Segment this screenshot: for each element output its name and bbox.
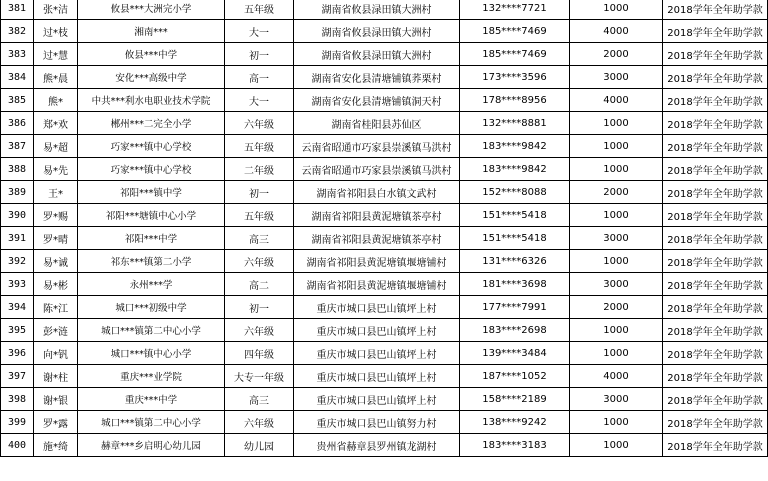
recipient-name: 罗*晴 [34, 227, 78, 250]
grade-level: 高一 [225, 66, 294, 89]
grade-level: 五年级 [225, 204, 294, 227]
table-body [1, 0, 768, 457]
home-address: 湖南省攸县渌田镇大洲村 [294, 43, 460, 66]
aid-note: 2018学年全年助学款 [663, 319, 768, 342]
school-name: 巧家***镇中心学校 [78, 135, 225, 158]
aid-amount: 1000 [570, 158, 663, 181]
recipient-name: 陈*江 [34, 296, 78, 319]
phone-number: 152****8088 [460, 181, 570, 204]
aid-amount: 2000 [570, 43, 663, 66]
aid-amount: 1000 [570, 434, 663, 457]
table-row [1, 411, 768, 434]
home-address: 贵州省赫章县罗州镇龙湖村 [294, 434, 460, 457]
recipient-name: 王* [34, 181, 78, 204]
recipient-name: 郑*欢 [34, 112, 78, 135]
school-name: 巧家***镇中心学校 [78, 158, 225, 181]
aid-note: 2018学年全年助学款 [663, 0, 768, 20]
aid-note: 2018学年全年助学款 [663, 20, 768, 43]
aid-note: 2018学年全年助学款 [663, 204, 768, 227]
table-row [1, 296, 768, 319]
aid-note: 2018学年全年助学款 [663, 388, 768, 411]
aid-amount: 1000 [570, 342, 663, 365]
grade-level: 六年级 [225, 112, 294, 135]
aid-note: 2018学年全年助学款 [663, 434, 768, 457]
home-address: 湖南省攸县渌田镇大洲村 [294, 20, 460, 43]
aid-amount: 2000 [570, 181, 663, 204]
school-name: 祁东***镇第二小学 [78, 250, 225, 273]
home-address: 重庆市城口县巴山镇坪上村 [294, 388, 460, 411]
grade-level: 五年级 [225, 135, 294, 158]
school-name: 城口***镇中心小学 [78, 342, 225, 365]
row-index: 391 [1, 227, 34, 250]
home-address: 重庆市城口县巴山镇坪上村 [294, 342, 460, 365]
phone-number: 139****3484 [460, 342, 570, 365]
recipient-name: 易*超 [34, 135, 78, 158]
aid-amount: 2000 [570, 296, 663, 319]
aid-note: 2018学年全年助学款 [663, 89, 768, 112]
home-address: 湖南省祁阳县黄泥塘镇茶亭村 [294, 204, 460, 227]
aid-amount: 3000 [570, 388, 663, 411]
table-row [1, 388, 768, 411]
phone-number: 131****6326 [460, 250, 570, 273]
grade-level: 幼儿园 [225, 434, 294, 457]
school-name: 祁阳***塘镇中心小学 [78, 204, 225, 227]
row-index: 384 [1, 66, 34, 89]
aid-amount: 3000 [570, 227, 663, 250]
table-row [1, 112, 768, 135]
row-index: 396 [1, 342, 34, 365]
table-row [1, 66, 768, 89]
aid-amount: 3000 [570, 66, 663, 89]
grade-level: 六年级 [225, 411, 294, 434]
aid-amount: 1000 [570, 135, 663, 158]
home-address: 重庆市城口县巴山镇坪上村 [294, 296, 460, 319]
phone-number: 151****5418 [460, 204, 570, 227]
grade-level: 初一 [225, 296, 294, 319]
school-name: 中共***利水电职业技术学院 [78, 89, 225, 112]
table-row [1, 20, 768, 43]
table-row [1, 181, 768, 204]
phone-number: 173****3596 [460, 66, 570, 89]
row-index: 385 [1, 89, 34, 112]
recipient-name: 谢*银 [34, 388, 78, 411]
table-row [1, 227, 768, 250]
row-index: 395 [1, 319, 34, 342]
phone-number: 151****5418 [460, 227, 570, 250]
phone-number: 185****7469 [460, 43, 570, 66]
school-name: 湘南*** [78, 20, 225, 43]
aid-amount: 4000 [570, 365, 663, 388]
grade-level: 高三 [225, 227, 294, 250]
aid-note: 2018学年全年助学款 [663, 112, 768, 135]
home-address: 湖南省攸县渌田镇大洲村 [294, 0, 460, 20]
phone-number: 178****8956 [460, 89, 570, 112]
recipient-name: 罗*露 [34, 411, 78, 434]
home-address: 湖南省安化县清塘铺镇洞天村 [294, 89, 460, 112]
grade-level: 大一 [225, 20, 294, 43]
school-name: 赫章***乡启明心幼儿园 [78, 434, 225, 457]
recipient-name: 易*先 [34, 158, 78, 181]
recipient-name: 熊* [34, 89, 78, 112]
home-address: 重庆市城口县巴山镇努力村 [294, 411, 460, 434]
home-address: 湖南省祁阳县黄泥塘镇茶亭村 [294, 227, 460, 250]
school-name: 重庆***中学 [78, 388, 225, 411]
aid-amount: 1000 [570, 411, 663, 434]
table-row [1, 135, 768, 158]
table-row [1, 204, 768, 227]
row-index: 382 [1, 20, 34, 43]
school-name: 重庆***业学院 [78, 365, 225, 388]
table-row [1, 0, 768, 20]
row-index: 386 [1, 112, 34, 135]
row-index: 399 [1, 411, 34, 434]
recipient-name: 彭*涟 [34, 319, 78, 342]
aid-amount: 1000 [570, 319, 663, 342]
aid-note: 2018学年全年助学款 [663, 411, 768, 434]
row-index: 381 [1, 0, 34, 20]
phone-number: 187****1052 [460, 365, 570, 388]
school-name: 攸县***中学 [78, 43, 225, 66]
phone-number: 185****7469 [460, 20, 570, 43]
phone-number: 183****9842 [460, 135, 570, 158]
table-row [1, 342, 768, 365]
home-address: 湖南省祁阳县白水镇文武村 [294, 181, 460, 204]
phone-number: 158****2189 [460, 388, 570, 411]
table-row [1, 43, 768, 66]
grade-level: 四年级 [225, 342, 294, 365]
school-name: 安化***高级中学 [78, 66, 225, 89]
home-address: 重庆市城口县巴山镇坪上村 [294, 365, 460, 388]
table-row [1, 158, 768, 181]
table-row [1, 434, 768, 457]
recipient-name: 过*枝 [34, 20, 78, 43]
grade-level: 六年级 [225, 250, 294, 273]
row-index: 400 [1, 434, 34, 457]
recipient-name: 过*慧 [34, 43, 78, 66]
grade-level: 二年级 [225, 158, 294, 181]
recipient-name: 施*绮 [34, 434, 78, 457]
row-index: 387 [1, 135, 34, 158]
grade-level: 高三 [225, 388, 294, 411]
grade-level: 大一 [225, 89, 294, 112]
aid-note: 2018学年全年助学款 [663, 66, 768, 89]
row-index: 393 [1, 273, 34, 296]
aid-amount: 3000 [570, 273, 663, 296]
aid-amount: 1000 [570, 250, 663, 273]
grade-level: 大专一年级 [225, 365, 294, 388]
row-index: 398 [1, 388, 34, 411]
aid-note: 2018学年全年助学款 [663, 158, 768, 181]
grade-level: 初一 [225, 43, 294, 66]
phone-number: 183****9842 [460, 158, 570, 181]
home-address: 湖南省桂阳县苏仙区 [294, 112, 460, 135]
aid-amount: 1000 [570, 0, 663, 20]
grade-level: 初一 [225, 181, 294, 204]
aid-amount: 4000 [570, 89, 663, 112]
home-address: 湖南省安化县清塘铺镇荞栗村 [294, 66, 460, 89]
phone-number: 181****3698 [460, 273, 570, 296]
school-name: 祁阳***镇中学 [78, 181, 225, 204]
recipient-name: 罗*赐 [34, 204, 78, 227]
school-name: 郴州***二完全小学 [78, 112, 225, 135]
school-name: 城口***镇第二中心小学 [78, 411, 225, 434]
home-address: 云南省昭通市巧家县崇溪镇马洪村 [294, 135, 460, 158]
grade-level: 高二 [225, 273, 294, 296]
aid-note: 2018学年全年助学款 [663, 43, 768, 66]
row-index: 383 [1, 43, 34, 66]
table-row [1, 365, 768, 388]
school-name: 城口***初级中学 [78, 296, 225, 319]
aid-note: 2018学年全年助学款 [663, 365, 768, 388]
phone-number: 177****7991 [460, 296, 570, 319]
phone-number: 183****2698 [460, 319, 570, 342]
row-index: 389 [1, 181, 34, 204]
table-row [1, 273, 768, 296]
school-name: 永州***学 [78, 273, 225, 296]
recipient-name: 易*彬 [34, 273, 78, 296]
table-row [1, 319, 768, 342]
aid-note: 2018学年全年助学款 [663, 227, 768, 250]
aid-note: 2018学年全年助学款 [663, 273, 768, 296]
aid-note: 2018学年全年助学款 [663, 181, 768, 204]
aid-amount: 1000 [570, 112, 663, 135]
recipient-name: 向*钒 [34, 342, 78, 365]
home-address: 湖南省祁阳县黄泥塘镇堰塘铺村 [294, 250, 460, 273]
recipient-name: 谢*柱 [34, 365, 78, 388]
phone-number: 138****9242 [460, 411, 570, 434]
school-name: 城口***镇第二中心小学 [78, 319, 225, 342]
home-address: 重庆市城口县巴山镇坪上村 [294, 319, 460, 342]
recipient-name: 张*洁 [34, 0, 78, 20]
phone-number: 183****3183 [460, 434, 570, 457]
row-index: 390 [1, 204, 34, 227]
grade-level: 六年级 [225, 319, 294, 342]
home-address: 云南省昭通市巧家县崇溪镇马洪村 [294, 158, 460, 181]
row-index: 388 [1, 158, 34, 181]
aid-amount: 4000 [570, 20, 663, 43]
aid-note: 2018学年全年助学款 [663, 250, 768, 273]
aid-note: 2018学年全年助学款 [663, 296, 768, 319]
school-name: 祁阳***中学 [78, 227, 225, 250]
recipient-name: 熊*晨 [34, 66, 78, 89]
school-name: 攸县***大洲完小学 [78, 0, 225, 20]
aid-amount: 1000 [570, 204, 663, 227]
recipient-name: 易*诚 [34, 250, 78, 273]
row-index: 397 [1, 365, 34, 388]
row-index: 394 [1, 296, 34, 319]
home-address: 湖南省祁阳县黄泥塘镇堰塘铺村 [294, 273, 460, 296]
table-row [1, 89, 768, 112]
grade-level: 五年级 [225, 0, 294, 20]
table-row [1, 250, 768, 273]
phone-number: 132****8881 [460, 112, 570, 135]
phone-number: 132****7721 [460, 0, 570, 20]
aid-note: 2018学年全年助学款 [663, 135, 768, 158]
row-index: 392 [1, 250, 34, 273]
aid-note: 2018学年全年助学款 [663, 342, 768, 365]
